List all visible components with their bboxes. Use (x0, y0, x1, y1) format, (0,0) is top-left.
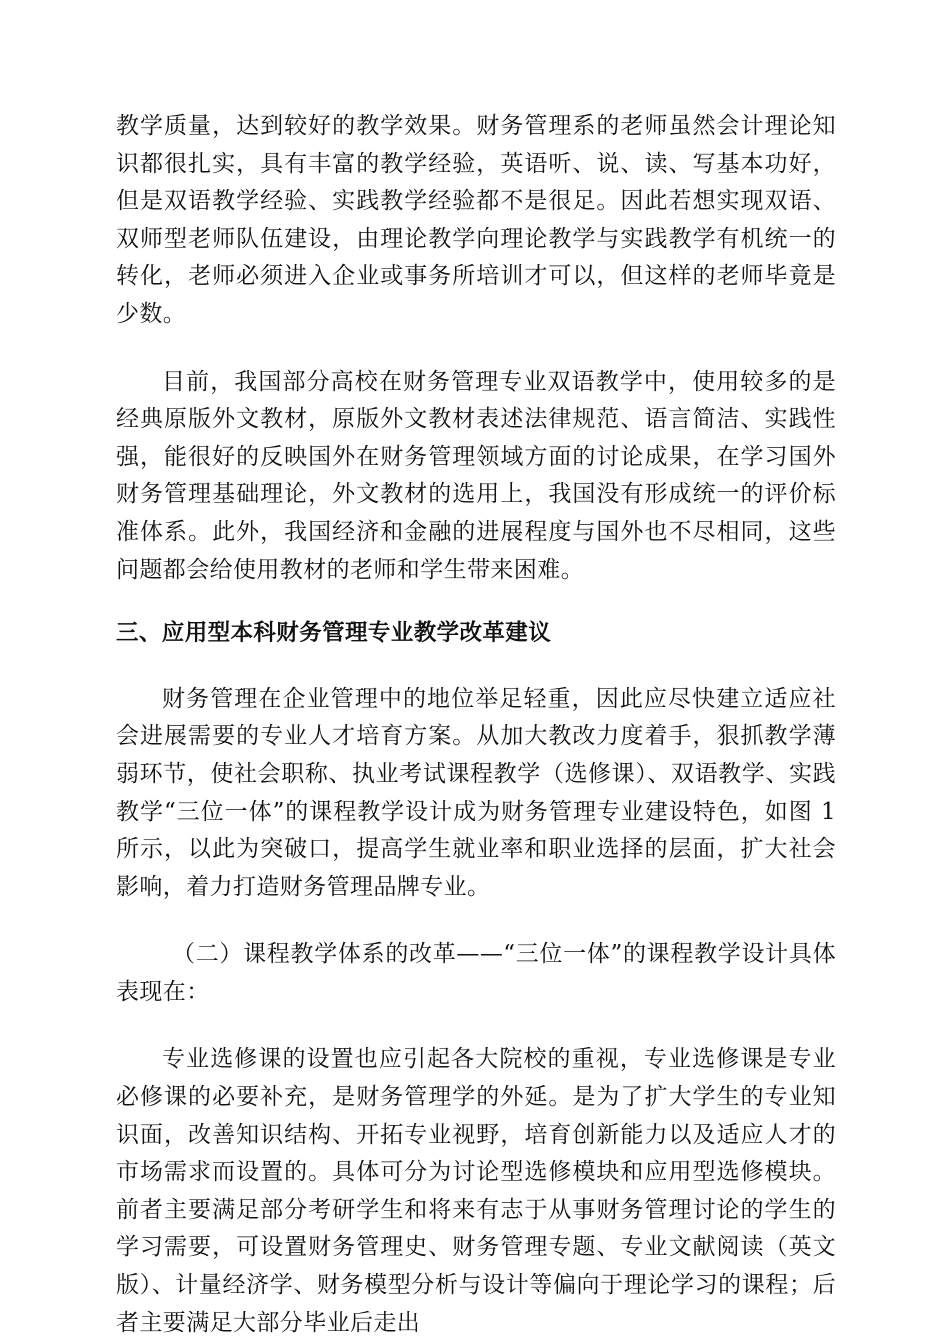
subheading-paragraph: （二）课程教学体系的改革——“三位一体”的课程教学设计具体表现在： (116, 941, 836, 1005)
section-heading: 三、应用型本科财务管理专业教学改革建议 (116, 620, 552, 647)
document-body (116, 108, 836, 1342)
paragraph-1: 教学质量，达到较好的教学效果。财务管理系的老师虽然会计理论知识都很扎实，具有丰富的教学经验，英语听、说、读、写基本功好，但是双语教学经验、实践教学经验都不是很足。因此若想实现双语、双师型老师队伍建设，由理论教学向理论教学与实践教学有机统一的转化，老师必须进入企业或事务所培训才可以，但这样的老师毕竟是少数。 (116, 113, 836, 327)
paragraph-2: 目前，我国部分高校在财务管理专业双语教学中，使用较多的是经典原版外文教材，原版外文教材表述法律规范、语言简洁、实践性强，能很好的反映国外在财务管理领域方面的讨论成果，在学习国外财务管理基础理论，外文教材的选用上，我国没有形成统一的评价标准体系。此外，我国经济和金融的进展程度与国外也不尽相同，这些问题都会给使用教材的老师和学生带来困难。 (116, 368, 836, 583)
paragraph-3: 财务管理在企业管理中的地位举足轻重，因此应尽快建立适应社会进展需要的专业人才培育方案。从加大教改力度着手，狠抓教学薄弱环节，使社会职称、执业考试课程教学（选修课）、双语教学、实践教学“三位一体”的课程教学设计成为财务管理专业建设特色，如图 1 所示，以此为突破口，提高学生就业率和职业选择的层面，扩大社会影响，着力打造财务管理品牌专业。 (116, 685, 836, 900)
paragraph-4: 专业选修课的设置也应引起各大院校的重视，专业选修课是专业必修课的必要补充，是财务管理学的外延。是为了扩大学生的专业知识面，改善知识结构、开拓专业视野，培育创新能力以及适应人才的市场需求而设置的。具体可分为讨论型选修模块和应用型选修模块。前者主要满足部分考研学生和将来有志于从事财务管理讨论的学生的学习需要，可设置财务管理史、财务管理专题、专业文献阅读（英文版）、计量经济学、财务模型分析与设计等偏向于理论学习的课程；后者主要满足大部分毕业后走出 (116, 1046, 836, 1336)
